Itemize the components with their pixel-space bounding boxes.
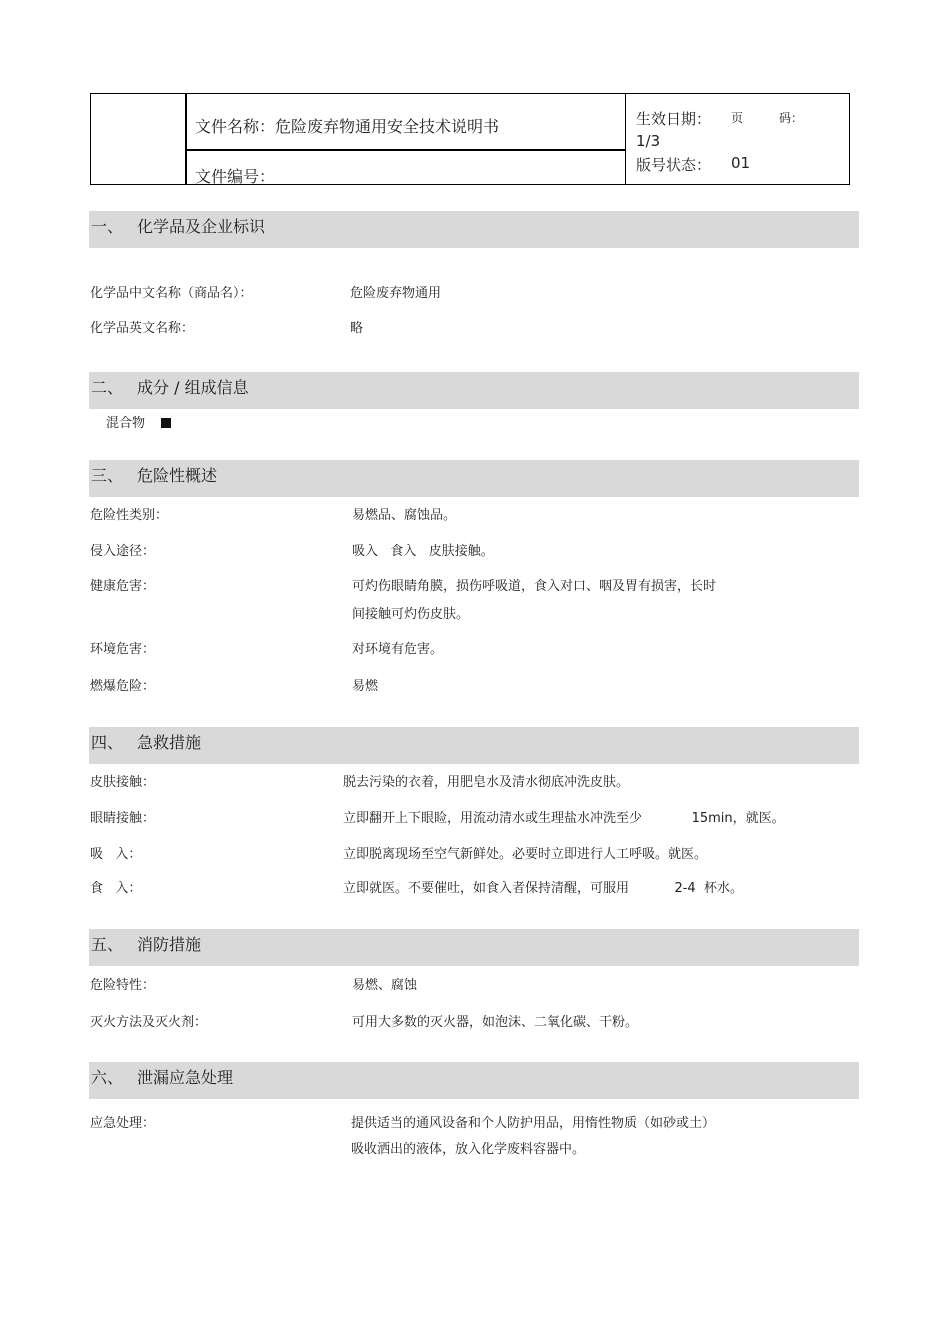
header-right-column — [626, 94, 849, 184]
header-middle-column — [187, 94, 626, 184]
section-number: 二、 — [91, 378, 124, 397]
section-header-firefighting — [89, 929, 859, 966]
field-value-english-name: 略 — [350, 321, 364, 336]
section-number: 一、 — [91, 217, 124, 236]
page-code-label: 码： — [779, 111, 804, 125]
field-label-emergency-handling: 应急处理： — [90, 1116, 156, 1131]
field-value-health-hazard-line2: 间接触可灼伤皮肤。 — [352, 607, 470, 622]
field-value-entry-route: 吸入 食入 皮肤接触。 — [352, 544, 494, 559]
section-title: 化学品及企业标识 — [137, 217, 266, 236]
field-value-eye-contact: 立即翻开上下眼睑，用流动清水或生理盐水冲洗至少 15min，就医。 — [343, 811, 785, 826]
field-value-health-hazard-line1: 可灼伤眼睛角膜，损伤呼吸道，食入对口、咽及胃有损害，长时 — [352, 579, 717, 594]
field-label-environment-hazard: 环境危害： — [90, 642, 156, 657]
section-title: 消防措施 — [137, 935, 202, 954]
document-header-table — [90, 93, 850, 185]
field-label-eye-contact: 眼睛接触： — [90, 811, 156, 826]
section-title: 泄漏应急处理 — [137, 1068, 234, 1087]
field-value-chinese-name: 危险废弃物通用 — [350, 286, 442, 301]
section-title: 危险性概述 — [137, 466, 218, 485]
section-title: 成分 / 组成信息 — [137, 378, 249, 397]
field-label-english-name: 化学品英文名称： — [90, 321, 195, 336]
field-value-emergency-handling-line1: 提供适当的通风设备和个人防护用品，用惰性物质（如砂或土） — [351, 1116, 716, 1131]
version-value: 01 — [731, 154, 751, 172]
page-label: 页 — [731, 111, 744, 125]
field-label-hazard-property: 危险特性： — [90, 978, 156, 993]
field-value-inhalation: 立即脱离现场至空气新鲜处。必要时立即进行人工呼吸。就医。 — [343, 847, 708, 862]
file-name: 文件名称：危险废弃物通用安全技术说明书 — [195, 117, 500, 136]
field-label-health-hazard: 健康危害： — [90, 579, 156, 594]
field-label-extinguishing: 灭火方法及灭火剂： — [90, 1015, 208, 1030]
file-number-cell — [187, 151, 625, 184]
field-value-extinguishing: 可用大多数的灭火器，如泡沫、二氧化碳、干粉。 — [352, 1015, 639, 1030]
section-header-first-aid — [89, 727, 859, 764]
section-number: 六、 — [91, 1068, 124, 1087]
field-label-entry-route: 侵入途径： — [90, 544, 156, 559]
effective-date-label: 生效日期： — [636, 110, 712, 128]
section-number: 三、 — [91, 466, 124, 485]
section-number: 四、 — [91, 733, 124, 752]
page-value: 1/3 — [636, 132, 661, 150]
file-name-cell — [187, 94, 625, 151]
section-title: 急救措施 — [137, 733, 202, 752]
mixture-text: 混合物 — [106, 416, 146, 431]
field-label-explosion-hazard: 燃爆危险： — [90, 679, 156, 694]
field-value-hazard-class: 易燃品、腐蚀品。 — [352, 508, 457, 523]
field-label-ingestion: 食 入： — [90, 881, 142, 896]
field-value-emergency-handling-line2: 吸收洒出的液体，放入化学废料容器中。 — [351, 1142, 586, 1157]
mixture-label — [106, 412, 171, 431]
field-value-ingestion: 立即就医。不要催吐，如食入者保持清醒，可服用 2-4 杯水。 — [343, 881, 743, 896]
field-label-inhalation: 吸 入： — [90, 847, 142, 862]
field-label-hazard-class: 危险性类别： — [90, 508, 169, 523]
field-value-hazard-property: 易燃、腐蚀 — [352, 978, 418, 993]
field-value-skin-contact: 脱去污染的衣着，用肥皂水及清水彻底冲洗皮肤。 — [343, 775, 630, 790]
field-label-chinese-name: 化学品中文名称（商品名）： — [90, 286, 253, 301]
version-label: 版号状态： — [636, 156, 712, 174]
field-value-environment-hazard: 对环境有危害。 — [352, 642, 444, 657]
section-header-spill-response — [89, 1062, 859, 1099]
section-header-composition — [89, 372, 859, 409]
section-header-identification — [89, 211, 859, 248]
field-label-skin-contact: 皮肤接触： — [90, 775, 156, 790]
logo-cell — [91, 94, 187, 184]
field-value-explosion-hazard: 易燃 — [352, 679, 379, 694]
file-number: 文件编号： — [195, 167, 276, 186]
filled-square-icon — [161, 418, 171, 428]
section-header-hazards — [89, 460, 859, 497]
section-number: 五、 — [91, 935, 124, 954]
